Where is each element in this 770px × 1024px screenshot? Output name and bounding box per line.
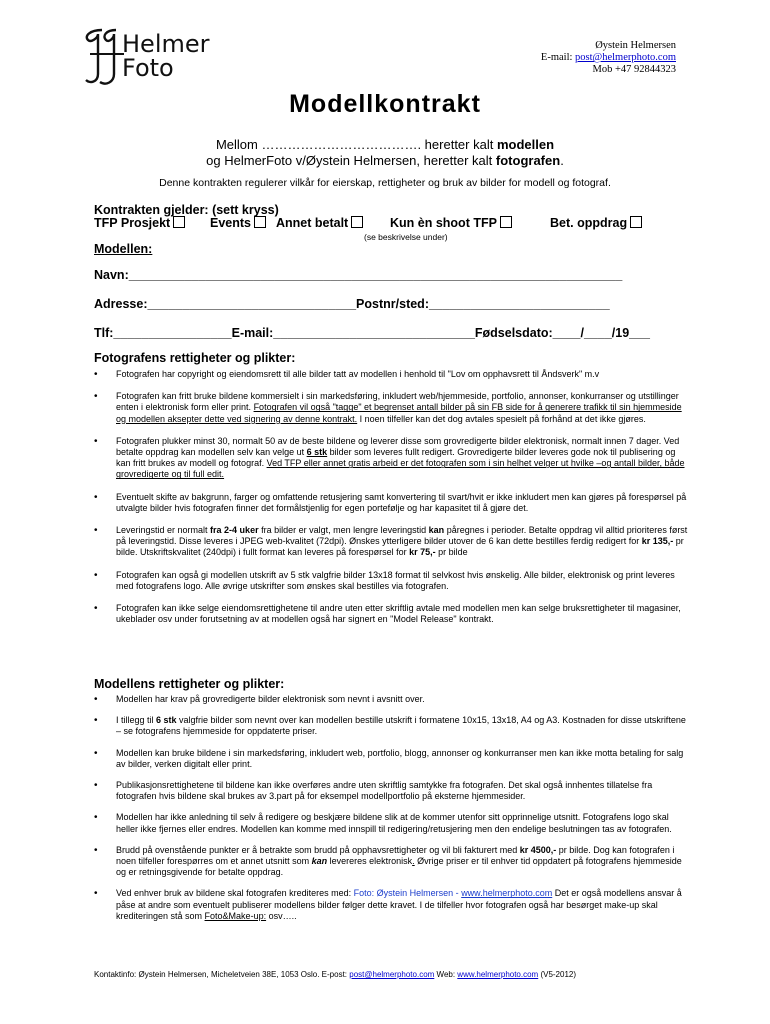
contact-email-line [541, 52, 676, 64]
photographer-rights-list [94, 369, 690, 636]
contact-phone: Mob +47 92844323 [592, 64, 676, 75]
bullet-text: Fotografen har copyright og eiendomsrett til alle bilder tatt av modellen i henhold til "Lov om opphavsrett til Åndsverk" m.v [116, 369, 600, 379]
parties-line-2 [0, 153, 770, 169]
credit-web-link[interactable]: www.helmerphoto.com [461, 888, 553, 899]
bullet-text-bold: fra 2-4 uker [210, 525, 259, 536]
parties-line-2-text: og HelmerFoto v/Øystein Helmersen, heretter kalt [206, 153, 496, 168]
bullet-text: Modellen har krav på grovredigerte bilder elektronisk som nevnt i avsnitt over. [116, 694, 425, 704]
bullet-text-bold: kan [311, 856, 328, 867]
list-item [94, 570, 690, 592]
checkbox-tfp-prosjekt[interactable] [173, 216, 185, 228]
option-bet-oppdrag [550, 216, 642, 230]
bullet-text-bold: kr 75,- [409, 547, 436, 558]
bullet-text: Fotografen plukker minst 30, normalt 50 av de beste bildene og leverer disse som grovredigerte bilder elektronisk, normalt innen 7 dager. Ved betalte oppdrag kan modellen selv kan velge ut [116, 435, 680, 458]
option-kun-label: Kun èn shoot TFP [390, 216, 497, 230]
bullet-text: I noen tilfeller kan det dog avtales spesielt på forhånd at det ikke gjøres. [357, 413, 646, 424]
contract-type-options [94, 216, 654, 232]
footer-contact-info [94, 970, 576, 979]
bullet-text: Modellen kan bruke bildene i sin markedsføring, inkludert web, portfolio, blogg, annonser og konkurranser men kan ikke motta betaling for salg av bilder, verken digitalt eller print. [116, 747, 684, 769]
bullet-text: pr bilde. Dog kan fotografen i noen tilfeller forespørres om et annet utsnitt som [116, 844, 675, 867]
parties-fotografen: fotografen [495, 153, 561, 168]
checkbox-kun-en-shoot[interactable] [500, 216, 512, 228]
bullet-text: Fotografen kan ikke selge eiendomsrettighetene til andre uten etter skriftlig avtale med modellen men kan selge bruksrettigheter til magasiner, ukeblader osv under forutsetning av at modellen også har signert en "Model Release" kontrakt. [116, 603, 681, 625]
field-adresse-postnr[interactable]: Adresse:______________________________Postnr/sted:__________________________ [94, 297, 610, 311]
list-item [94, 603, 690, 625]
bullet-text-underlined: Foto&Make-up: [204, 910, 267, 921]
bullet-text: påregnes i perioder. Betalte oppdrag vil alltid prioriteres først på leveringstid. Disse leveres i JPEG web-kvalitet (72dpi). Ønskes ytterligere bilder utover de 6 kan dette bestilles ferdig redigert for [116, 525, 688, 547]
model-rights-list [94, 694, 690, 932]
footer-text: Web: [434, 970, 458, 979]
list-item [94, 748, 690, 770]
bullet-text: Brudd på ovenstående punkter er å betrakte som brudd på opphavsrettigheter og vil bli fakturert med [116, 844, 520, 855]
parties-line-2-end: . [560, 153, 564, 168]
bullet-text-underlined: Ved TFP eller annet gratis arbeid er det fotografen som i sin helhet velger ut hvilke –og antall bilder, både grovredigerte og til full edit. [116, 458, 685, 480]
bullet-text: Øvrige priser er til enhver tid oppdatert på fotografens hjemmeside og er retningsgivende for betalte oppdrag. [116, 856, 682, 878]
footer-text: Kontaktinfo: Øystein Helmersen, Micheletveien 38E, 1053 Oslo. E-post: [94, 970, 350, 979]
bullet-text: pr bilde. Utskriftskvalitet (240dpi) i fullt format kan leveres på forespørsel for [116, 536, 684, 558]
list-item [94, 492, 690, 514]
list-item [94, 715, 690, 737]
checkbox-events[interactable] [254, 216, 266, 228]
option-events-label: Events [210, 216, 251, 230]
list-item [94, 525, 690, 559]
contact-name: Øystein Helmersen [595, 40, 676, 51]
bullet-text: bilder som leveres fullt redigert. Grovredigerte bilder leveres gode nok til publisering og kan fritt brukes av modell og fotograf. [116, 447, 676, 469]
logo-text-foto: Foto [122, 54, 174, 82]
footer-version: (V5-2012) [538, 970, 577, 979]
contract-type-heading: Kontrakten gjelder: (sett kryss) [94, 203, 279, 217]
footer-email-link[interactable]: post@helmerphoto.com [349, 970, 435, 979]
list-item [94, 845, 690, 879]
bullet-text: fra bilder er valgt, men lengre leveringstid [258, 525, 429, 536]
bullet-text: Leveringstid er normalt [116, 525, 211, 536]
bullet-text: Modellen har ikke anledning til selv å redigere og beskjære bildene slik at de kommer utenfor sitt opprinnelige utsnitt. Fotografens logo skal heller ikke fjernes eller endres. Modellen kan komme med innspill til redigering/retusjering men den endelige beslutningen tas av fotografen. [116, 812, 672, 834]
bullet-text-bold: kr 135,- [641, 536, 674, 547]
credit-text: Foto: Øystein Helmersen - [353, 888, 462, 899]
contact-block [541, 40, 676, 76]
contact-email-label: E-mail: [540, 52, 576, 63]
list-item [94, 780, 690, 802]
checkbox-bet-oppdrag[interactable] [630, 216, 642, 228]
bullet-text: Publikasjonsrettighetene til bildene kan ikke overføres andre uten skriftlig samtykke fra fotografen. Det skal også innhentes tillatelse fra fotografen hvis bildene skal brukes av 3.part på for eksempel modellportfolio på eksterne hjemmesider. [116, 780, 653, 802]
checkbox-annet-betalt[interactable] [351, 216, 363, 228]
field-navn[interactable]: Navn:_______________________________________________________________________ [94, 268, 623, 282]
parties-line-1 [0, 137, 770, 153]
option-tfp-label: TFP Prosjekt [94, 216, 171, 230]
option-tfp-prosjekt [94, 216, 185, 230]
intro-text: Denne kontrakten regulerer vilkår for eierskap, rettigheter og bruk av bilder for modell og fotograf. [159, 177, 611, 189]
footer-web-link[interactable]: www.helmerphoto.com [457, 970, 539, 979]
bullet-text: Fotografen kan også gi modellen utskrift av 5 stk valgfrie bilder 13x18 format til selvkost hvis ønskelig. Alle bilder, elektronisk og print leveres med fotografens logo. Alle øvrige utskrifter som ønskes skal bestilles via fotografen. [116, 569, 675, 591]
parties-modellen: modellen [496, 137, 555, 152]
bullet-text: valgfrie bilder som nevnt over kan modellen bestille utskrift i formatene 10x15, 13x18, A4 og A3. Kostnaden for disse utskriftene – se fotografens hjemmeside for oppdaterte priser. [116, 715, 686, 737]
bullet-text: Eventuelt skifte av bakgrunn, farger og omfattende retusjering samt konvertering til svart/hvit er ikke inkludert men kan gjøres på forespørsel på utvalgte bilder hvis fotografen finner det formålstjenlig for egen portefølje og har kapasitet til å gjøre det. [116, 491, 687, 513]
option-events [210, 216, 266, 230]
bullet-text-bold: 6 stk [156, 715, 177, 726]
list-item [94, 369, 690, 380]
parties-statement [0, 137, 770, 169]
bullet-text: Det er også modellens ansvar å påse at andre som eventuelt publiserer modellens bilder følger dette kravet. I de tilfeller hvor fotografen også har besørget make-up skal krediteringen stå som [116, 888, 682, 921]
helmer-foto-logo [80, 26, 230, 88]
list-item [94, 436, 690, 481]
document-title: Modellkontrakt [289, 90, 481, 118]
list-item [94, 391, 690, 425]
modellen-heading: Modellen: [94, 242, 153, 256]
bullet-text-bold: kan [428, 525, 445, 536]
list-item [94, 812, 690, 834]
bullet-text-bold: 6 stk [306, 447, 328, 458]
bullet-text: levereres elektronisk [327, 856, 413, 867]
bullet-text: I tillegg til [116, 715, 157, 726]
bullet-text-underlined: . [412, 856, 415, 867]
option-annet-betalt [276, 216, 363, 230]
model-rights-heading: Modellens rettigheter og plikter: [94, 677, 285, 691]
contact-email-link[interactable]: post@helmerphoto.com [575, 52, 676, 63]
list-item [94, 694, 690, 705]
photographer-rights-heading: Fotografens rettigheter og plikter: [94, 351, 296, 365]
option-kun-en-shoot [390, 216, 512, 230]
bullet-text-underlined: Fotografen vil også "tagge" et begrenset antall bilder på sin FB side for å generere trafikk til sin hjemmeside og modellen aksepter dette ved signering av denne kontrakt. [116, 402, 682, 424]
bullet-text: Ved enhver bruk av bildene skal fotografen krediteres med: [116, 888, 354, 899]
options-note: (se beskrivelse under) [364, 232, 448, 242]
bullet-text: osv….. [266, 910, 297, 921]
bullet-text: pr bilde [435, 547, 468, 558]
option-annet-label: Annet betalt [276, 216, 349, 230]
bullet-text-bold: kr 4500,- [519, 844, 557, 855]
field-tlf-email-dob[interactable]: Tlf:_________________E-mail:_____________________________Fødselsdato:____/____/19___ [94, 326, 650, 340]
option-bet-label: Bet. oppdrag [550, 216, 628, 230]
parties-line-1-text: Mellom ………………………………. heretter kalt [215, 137, 497, 152]
logo-text-helmer: Helmer [122, 30, 210, 58]
bullet-text: Fotografen kan fritt bruke bildene kommersielt i sin markedsføring, inkludert web/hjemmeside, portfolio, annonser, konkurranser og utstillinger enten i elektronisk form eller print. [116, 391, 679, 413]
list-item [94, 888, 690, 922]
